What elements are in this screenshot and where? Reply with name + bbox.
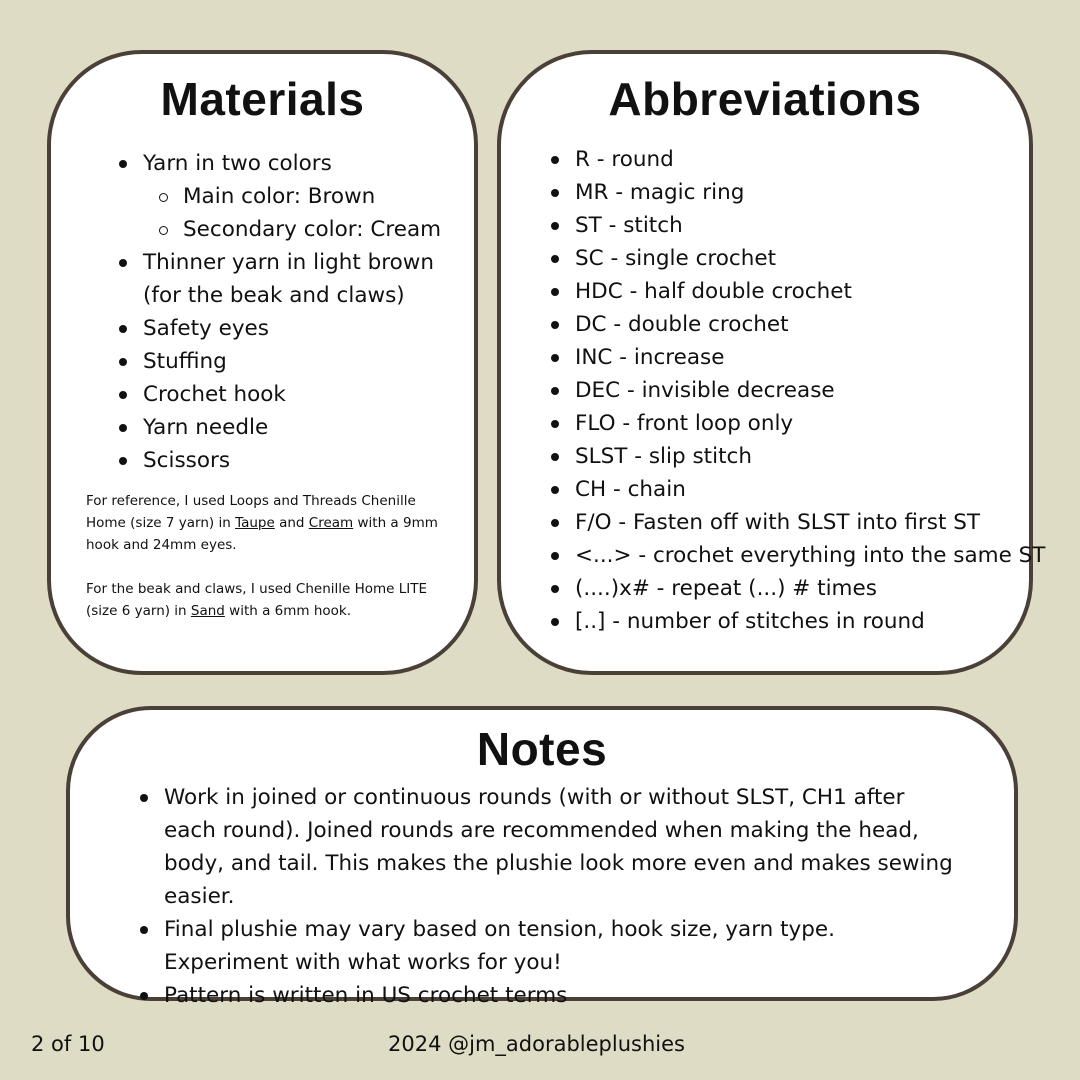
bullet-icon [551, 552, 559, 560]
abbreviations-list [551, 143, 1045, 638]
reference-note: For reference, I used Loops and Threads Chenille Home (size 7 yarn) in Taupe and Cream with a 9mm hook and 24mm eyes. [86, 493, 438, 553]
bullet-icon [551, 288, 559, 296]
list-item: FLO - front loop only [551, 407, 1045, 440]
list-item: Final plushie may vary based on tension, hook size, yarn type. Experiment with what works for you! [140, 913, 954, 979]
list-item: CH - chain [551, 473, 1045, 506]
notes-title: Notes [476, 723, 608, 775]
list-item: ST - stitch [551, 209, 1045, 242]
list-item: <...> - crochet everything into the same ST [551, 539, 1045, 572]
page-number: 2 of 10 [31, 1032, 105, 1056]
bullet-icon [551, 156, 559, 164]
bullet-icon [119, 160, 127, 168]
bullet-icon [551, 387, 559, 395]
list-item: Main color: Brown [159, 180, 441, 213]
bullet-icon [119, 424, 127, 432]
notes-card [66, 706, 1018, 1008]
bullet-icon [551, 618, 559, 626]
bullet-icon [551, 519, 559, 527]
credit-handle: 2024 @jm_adorableplushies [388, 1032, 685, 1056]
list-item: Secondary color: Cream [159, 213, 441, 246]
bullet-icon [119, 325, 127, 333]
bullet-icon [140, 794, 148, 802]
list-item-continuation: (for the beak and claws) [143, 283, 405, 308]
materials-card [47, 50, 478, 675]
bullet-icon [119, 391, 127, 399]
taupe-link[interactable]: Taupe [235, 515, 275, 531]
list-item: INC - increase [551, 341, 1045, 374]
abbreviations-title: Abbreviations [608, 73, 922, 125]
list-item: SC - single crochet [551, 242, 1045, 275]
list-item: Work in joined or continuous rounds (with or without SLST, CH1 after each round). Joined rounds are recommended when making the head, body, and tail. This makes the plushie look more even and makes sewing easier. [140, 781, 954, 913]
bullet-icon [551, 354, 559, 362]
list-item: Crochet hook [119, 378, 441, 411]
list-item: HDC - half double crochet [551, 275, 1045, 308]
bullet-icon [551, 222, 559, 230]
bullet-icon [551, 189, 559, 197]
abbreviations-card [497, 50, 1046, 675]
list-item: Pattern is written in US crochet terms [140, 979, 954, 1012]
bullet-icon [119, 259, 127, 267]
bullet-icon [551, 420, 559, 428]
bullet-icon [119, 457, 127, 465]
list-item: MR - magic ring [551, 176, 1045, 209]
bullet-icon [551, 585, 559, 593]
list-item: R - round [551, 143, 1045, 176]
sand-link[interactable]: Sand [190, 603, 225, 619]
list-item: (....)x# - repeat (...) # times [551, 572, 1045, 605]
list-item: DC - double crochet [551, 308, 1045, 341]
beak-reference-note: For the beak and claws, I used Chenille Home LITE (size 6 yarn) in Sand with a 6mm hook. [86, 581, 428, 619]
list-item: Yarn needle [119, 411, 441, 444]
bullet-icon [551, 486, 559, 494]
bullet-icon [551, 321, 559, 329]
hollow-bullet-icon [159, 193, 168, 202]
list-item: F/O - Fasten off with SLST into first ST [551, 506, 1045, 539]
list-item: Thinner yarn in light brown [119, 246, 441, 279]
list-item: Stuffing [119, 345, 441, 378]
materials-title: Materials [160, 73, 365, 125]
bullet-icon [551, 453, 559, 461]
bullet-icon [551, 255, 559, 263]
list-item: SLST - slip stitch [551, 440, 1045, 473]
hollow-bullet-icon [159, 226, 168, 235]
list-item: Safety eyes [119, 312, 441, 345]
list-item: [..] - number of stitches in round [551, 605, 1045, 638]
list-item: DEC - invisible decrease [551, 374, 1045, 407]
bullet-icon [140, 926, 148, 934]
list-item: Yarn in two colors [119, 147, 441, 180]
bullet-icon [119, 358, 127, 366]
list-item: Scissors [119, 444, 441, 477]
bullet-icon [140, 992, 148, 1000]
materials-list [119, 147, 441, 477]
cream-link[interactable]: Cream [308, 515, 354, 531]
notes-list [140, 781, 954, 1012]
